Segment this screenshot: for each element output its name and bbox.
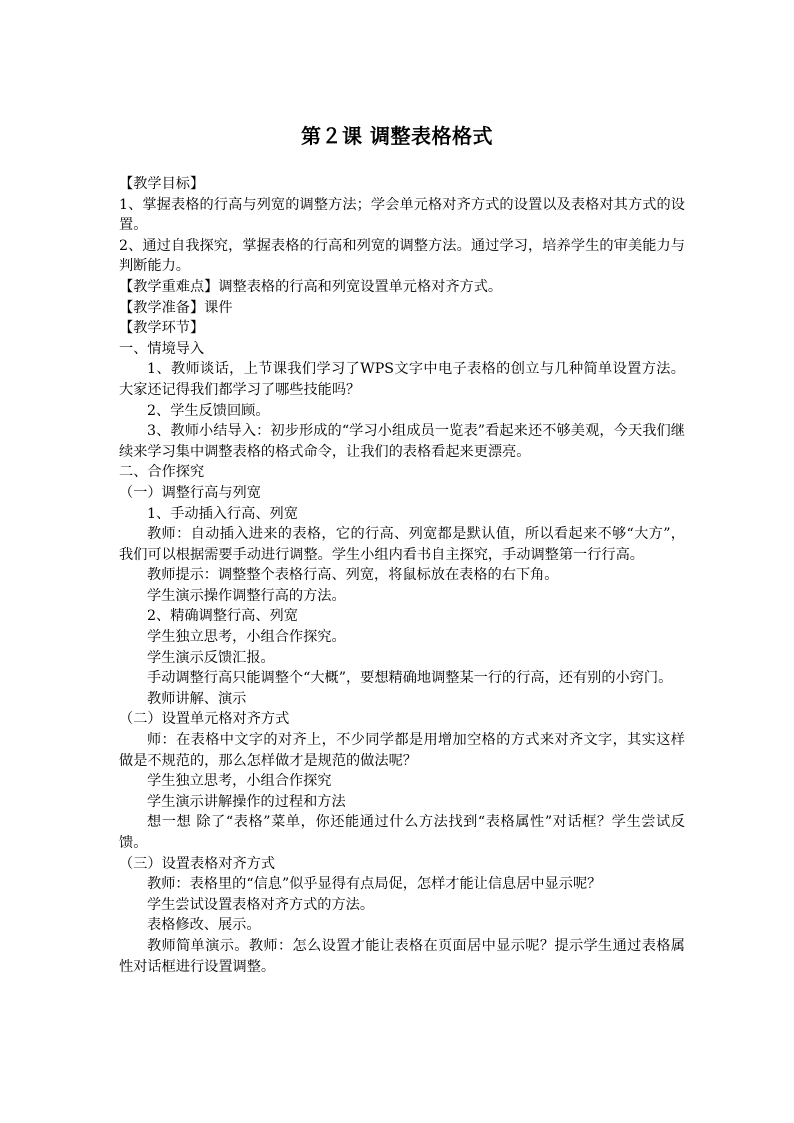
document-body [119,174,685,977]
page-title: 第２课 调整表格格式 [301,124,493,148]
body-paragraph: 一、情境导入 [119,340,205,357]
body-paragraph: 表格修改、展示。 [147,917,261,934]
body-paragraph: 【教学重难点】调整表格的行高和列宽设置单元格对齐方式。 [119,278,503,295]
body-paragraph: 2、学生反馈回顾。 [147,402,270,419]
body-paragraph: （一）调整行高与列宽 [119,484,261,501]
body-paragraph: 2、精确调整行高、列宽 [147,608,298,625]
body-paragraph: 手动调整行高只能调整个“大概”，要想精确地调整某一行的行高，还有别的小窍门。 [147,670,673,687]
body-paragraph: 1、手动插入行高、列宽 [147,505,298,522]
body-paragraph: 学生独立思考，小组合作探究 [147,773,332,790]
body-paragraph: 1、教师谈话，上节课我们学习了WPS文字中电子表格的创立与几种简单设置方法。大家还记得我们都学习了哪些技能吗？ [119,361,685,398]
body-paragraph: 教师简单演示。教师：怎么设置才能让表格在页面居中显示呢？提示学生通过表格属性对话框进行设置调整。 [119,937,685,975]
body-paragraph: 二、合作探究 [119,464,205,481]
body-paragraph: （二）设置单元格对齐方式 [119,711,290,728]
body-paragraph: 1、掌握表格的行高与列宽的调整方法；学会单元格对齐方式的设置以及表格对其方式的设置。 [119,196,685,234]
body-paragraph: 学生独立思考，小组合作探究。 [147,629,346,646]
body-paragraph: 教师：自动插入进来的表格，它的行高、列宽都是默认值，所以看起来不够“大方”，我们可以根据需要手动进行调整。学生小组内看书自主探究，手动调整第一行行高。 [119,526,685,563]
body-paragraph: 想一想 除了“表格”菜单，你还能通过什么方法找到“表格属性”对话框？学生尝试反馈。 [119,814,685,851]
body-paragraph: 【教学环节】 [119,320,205,337]
body-paragraph: 学生尝试设置表格对齐方式的方法。 [147,896,375,913]
body-paragraph: 教师：表格里的“信息”似乎显得有点局促，怎样才能让信息居中显示呢？ [147,876,602,893]
body-paragraph: 学生演示讲解操作的过程和方法 [147,793,346,810]
body-paragraph: 教师提示：调整整个表格行高、列宽，将鼠标放在表格的右下角。 [147,567,559,584]
body-paragraph: 学生演示操作调整行高的方法。 [147,587,346,604]
body-paragraph: 2、通过自我探究，掌握表格的行高和列宽的调整方法。通过学习，培养学生的审美能力与判断能力。 [119,237,685,275]
body-paragraph: 教师讲解、演示 [147,690,247,707]
body-paragraph: （三）设置表格对齐方式 [119,855,276,872]
body-paragraph: 学生演示反馈汇报。 [147,649,275,666]
body-paragraph: 3、教师小结导入：初步形成的“学习小组成员一览表”看起来还不够美观，今天我们继续来学习集中调整表格的格式命令，让我们的表格看起来更漂亮。 [119,423,685,460]
body-paragraph: 师：在表格中文字的对齐上，不少同学都是用增加空格的方式来对齐文字，其实这样做是不规范的，那么怎样做才是规范的做法呢？ [119,732,685,769]
body-paragraph: 【教学准备】课件 [119,299,233,316]
body-paragraph: 【教学目标】 [119,176,205,192]
